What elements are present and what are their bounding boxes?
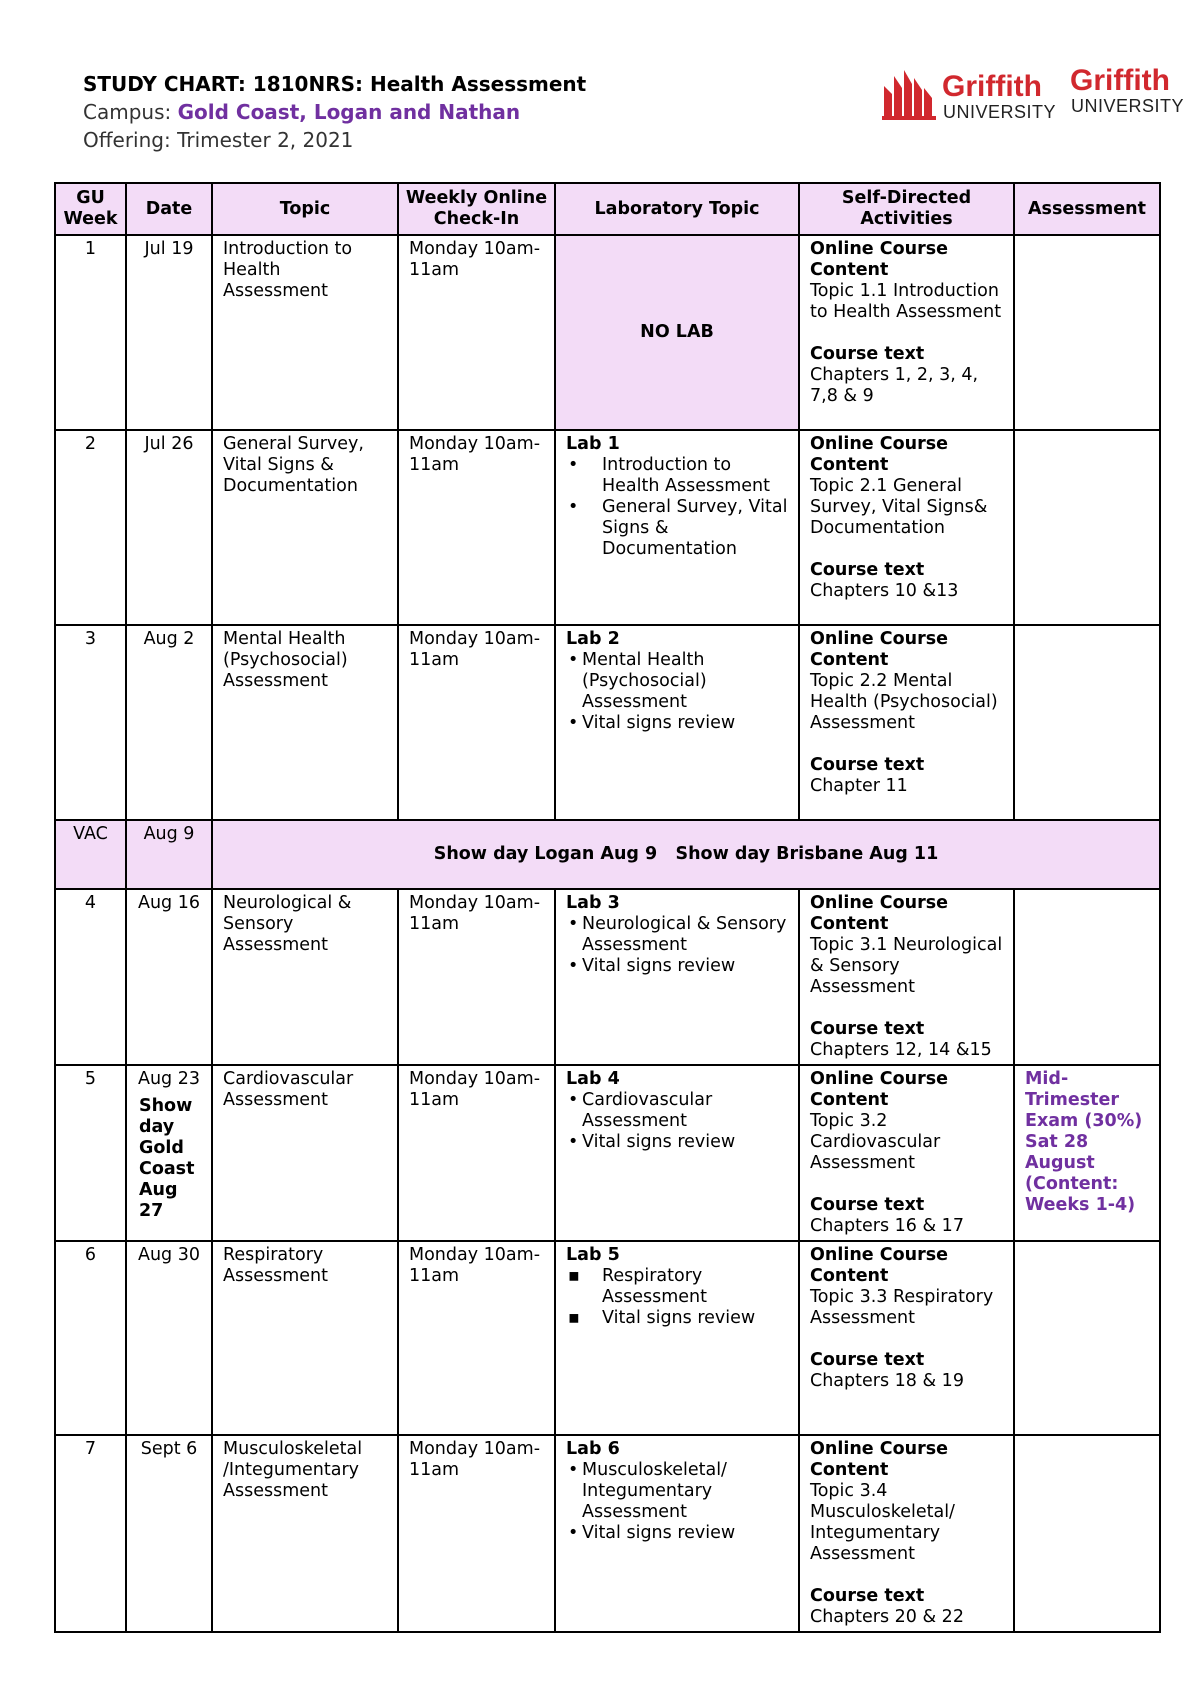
table-row (55, 1435, 1160, 1632)
lab-title: Lab 6 (566, 1439, 620, 1459)
date-cell (126, 1065, 212, 1241)
sda-chapters: Chapters 1, 2, 3, 4, 7,8 & 9 (810, 365, 979, 406)
lab-cell (555, 430, 799, 625)
lab-cell-no-lab: NO LAB (555, 235, 799, 430)
show-days-cell: Show day Logan Aug 9 Show day Brisbane Aug 11 (212, 820, 1160, 889)
lab-item: ▪ Respiratory Assessment (582, 1266, 788, 1308)
table-row (55, 235, 1160, 430)
week-cell: 4 (55, 889, 126, 1065)
week-cell: 7 (55, 1435, 126, 1632)
study-chart-table (54, 182, 1161, 1633)
lab-items (566, 1266, 788, 1329)
date-cell: Aug 30 (126, 1241, 212, 1435)
lab-items (566, 1460, 788, 1544)
assessment-cell (1014, 1241, 1160, 1435)
campus-line (83, 98, 586, 126)
col-header-lab: Laboratory Topic (555, 183, 799, 235)
sda-cell (799, 235, 1014, 430)
date-cell: Sept 6 (126, 1435, 212, 1632)
lab-item: • Cardiovascular Assessment (582, 1090, 788, 1132)
sda-text-heading: Course text (810, 344, 925, 364)
table-row (55, 1065, 1160, 1241)
logo1-sub: UNIVERSITY (943, 102, 1057, 122)
table-row (55, 625, 1160, 820)
week-cell: 5 (55, 1065, 126, 1241)
sda-topic: Topic 3.4 Musculoskeletal/ Integumentary Assessment (810, 1481, 955, 1564)
checkin-cell: Monday 10am-11am (398, 1435, 555, 1632)
sda-heading: Online Course Content (810, 1245, 948, 1286)
sda-chapters: Chapters 20 & 22 (810, 1607, 964, 1627)
lab-item: • Vital signs review (582, 713, 788, 734)
topic-cell: General Survey, Vital Signs & Documentation (212, 430, 398, 625)
lab-items (566, 1090, 788, 1153)
table-row (55, 889, 1160, 1065)
checkin-cell: Monday 10am-11am (398, 1241, 555, 1435)
lab-items (566, 650, 788, 734)
sda-cell (799, 1065, 1014, 1241)
week-cell: VAC (55, 820, 126, 889)
griffith-emblem-icon (880, 68, 940, 122)
checkin-cell: Monday 10am-11am (398, 430, 555, 625)
sda-text-heading: Course text (810, 755, 925, 775)
checkin-cell: Monday 10am-11am (398, 889, 555, 1065)
griffith-wordmark-logo (1070, 64, 1190, 124)
checkin-cell: Monday 10am-11am (398, 1065, 555, 1241)
col-header-date: Date (126, 183, 212, 235)
sda-heading: Online Course Content (810, 434, 948, 475)
lab-cell (555, 889, 799, 1065)
sda-heading: Online Course Content (810, 239, 948, 280)
date-value: Aug 23 (137, 1069, 200, 1089)
sda-topic: Topic 3.3 Respiratory Assessment (810, 1287, 994, 1328)
topic-cell: Introduction to Health Assessment (212, 235, 398, 430)
sda-topic: Topic 2.1 General Survey, Vital Signs& Documentation (810, 476, 988, 538)
col-header-assessment: Assessment (1014, 183, 1160, 235)
sda-cell (799, 1435, 1014, 1632)
lab-cell (555, 1435, 799, 1632)
sda-heading: Online Course Content (810, 1069, 948, 1110)
date-cell: Aug 9 (126, 820, 212, 889)
campus-value: Gold Coast, Logan and Nathan (177, 100, 521, 124)
lab-item: • Neurological & Sensory Assessment (582, 914, 788, 956)
sda-cell (799, 1241, 1014, 1435)
document-title: STUDY CHART: 1810NRS: Health Assessment (83, 72, 587, 96)
lab-title: Lab 2 (566, 629, 620, 649)
sda-text-heading: Course text (810, 1350, 925, 1370)
assessment-cell (1014, 235, 1160, 430)
assessment-cell (1014, 889, 1160, 1065)
sda-text-heading: Course text (810, 1195, 925, 1215)
sda-topic: Topic 3.1 Neurological & Sensory Assessment (810, 935, 1003, 997)
topic-cell: Respiratory Assessment (212, 1241, 398, 1435)
checkin-cell: Monday 10am-11am (398, 235, 555, 430)
sda-topic: Topic 3.2 Cardiovascular Assessment (810, 1111, 941, 1173)
week-cell: 3 (55, 625, 126, 820)
topic-cell: Cardiovascular Assessment (212, 1065, 398, 1241)
topic-cell: Mental Health (Psychosocial) Assessment (212, 625, 398, 820)
lab-title: Lab 5 (566, 1245, 620, 1265)
sda-topic: Topic 2.2 Mental Health (Psychosocial) Assessment (810, 671, 998, 733)
logo2-word: Griffith (1070, 64, 1170, 97)
table-row (55, 1241, 1160, 1435)
lab-item: • Musculoskeletal/ Integumentary Assessment (582, 1460, 788, 1523)
lab-items (566, 914, 788, 977)
offering-line: Offering: Trimester 2, 2021 (83, 128, 354, 152)
date-note: Show day Gold Coast Aug 27 (139, 1096, 195, 1221)
checkin-cell: Monday 10am-11am (398, 625, 555, 820)
topic-cell: Musculoskeletal /Integumentary Assessment (212, 1435, 398, 1632)
lab-item: • Vital signs review (582, 1132, 788, 1153)
sda-chapters: Chapters 12, 14 &15 (810, 1040, 992, 1060)
week-cell: 1 (55, 235, 126, 430)
assessment-cell (1014, 1435, 1160, 1632)
col-header-checkin: Weekly Online Check-In (398, 183, 555, 235)
date-cell: Jul 19 (126, 235, 212, 430)
sda-chapters: Chapters 16 & 17 (810, 1216, 964, 1236)
griffith-logo-with-emblem (880, 68, 1060, 122)
col-header-week: GU Week (55, 183, 126, 235)
sda-topic: Topic 1.1 Introduction to Health Assessment (810, 281, 1002, 322)
campus-label: Campus: (83, 100, 178, 124)
table-row (55, 430, 1160, 625)
date-cell: Aug 16 (126, 889, 212, 1065)
sda-cell (799, 889, 1014, 1065)
lab-item: • Introduction to Health Assessment (582, 455, 788, 497)
date-cell: Aug 2 (126, 625, 212, 820)
lab-title: Lab 4 (566, 1069, 620, 1089)
lab-title: Lab 1 (566, 434, 620, 454)
col-header-topic: Topic (212, 183, 398, 235)
sda-heading: Online Course Content (810, 893, 948, 934)
topic-cell: Neurological & Sensory Assessment (212, 889, 398, 1065)
lab-cell (555, 1065, 799, 1241)
vacation-row (55, 820, 1160, 889)
lab-item: • General Survey, Vital Signs & Documentation (582, 497, 788, 560)
date-cell: Jul 26 (126, 430, 212, 625)
lab-item: • Mental Health (Psychosocial) Assessment (582, 650, 788, 713)
sda-cell (799, 430, 1014, 625)
document-header (83, 70, 586, 154)
sda-cell (799, 625, 1014, 820)
assessment-cell (1014, 625, 1160, 820)
sda-chapters: Chapters 18 & 19 (810, 1371, 964, 1391)
lab-title: Lab 3 (566, 893, 620, 913)
assessment-cell-exam: Mid-Trimester Exam (30%) Sat 28 August (Content: Weeks 1-4) (1014, 1065, 1160, 1241)
sda-heading: Online Course Content (810, 1439, 948, 1480)
logos (880, 64, 1190, 124)
week-cell: 2 (55, 430, 126, 625)
logo1-word: Griffith (942, 70, 1042, 103)
lab-cell (555, 625, 799, 820)
sda-chapters: Chapter 11 (810, 776, 908, 796)
lab-item: • Vital signs review (582, 1523, 788, 1544)
lab-item: ▪ Vital signs review (582, 1308, 788, 1329)
sda-heading: Online Course Content (810, 629, 948, 670)
week-cell: 6 (55, 1241, 126, 1435)
sda-chapters: Chapters 10 &13 (810, 581, 959, 601)
col-header-sda: Self-Directed Activities (799, 183, 1014, 235)
header-row (55, 183, 1160, 235)
lab-cell (555, 1241, 799, 1435)
lab-items (566, 455, 788, 560)
logo2-sub: UNIVERSITY (1071, 96, 1185, 116)
sda-text-heading: Course text (810, 1586, 925, 1606)
assessment-cell (1014, 430, 1160, 625)
sda-text-heading: Course text (810, 560, 925, 580)
sda-text-heading: Course text (810, 1019, 925, 1039)
lab-item: • Vital signs review (582, 956, 788, 977)
